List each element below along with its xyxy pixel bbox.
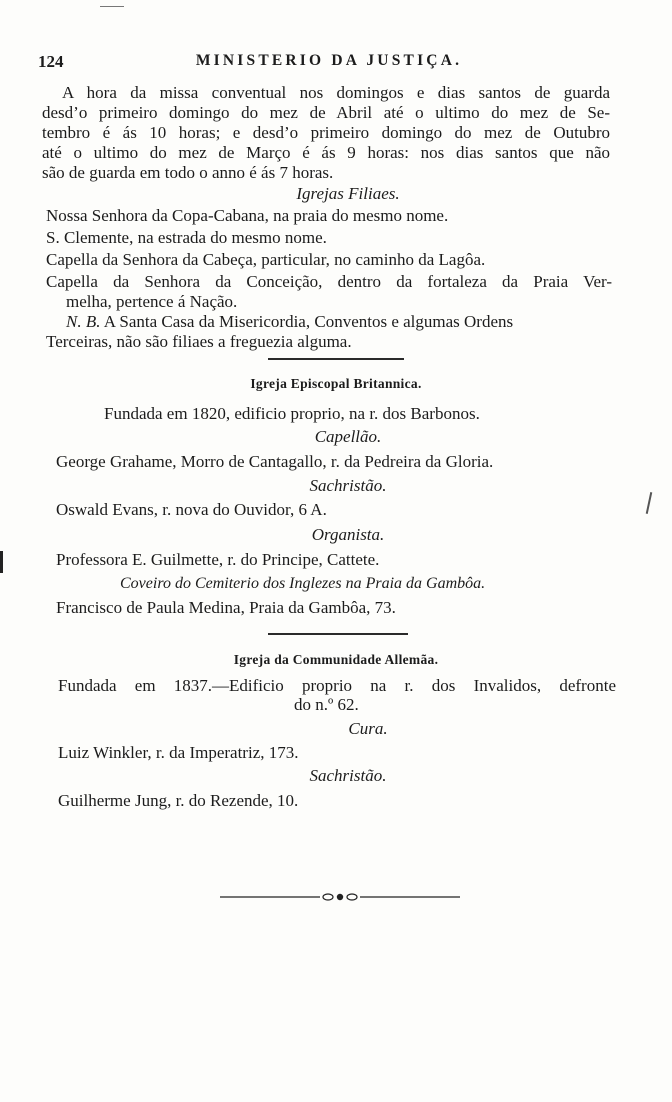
role-organista: Organista. [311, 525, 385, 544]
subheading-igrejas-filiaes: Igrejas Filiaes. [296, 184, 400, 203]
section-divider-2 [268, 633, 408, 635]
allema-founded-cont: do n.º 62. [294, 695, 359, 714]
person-sachristao: Oswald Evans, r. nova do Ouvidor, 6 A. [56, 500, 327, 519]
nb-text: A Santa Casa da Misericordia, Conventos e algumas Ordens [100, 312, 514, 331]
person-organista: Professora E. Guilmette, r. do Principe, Cattete. [56, 550, 380, 569]
person-coveiro: Francisco de Paula Medina, Praia da Gambôa, 73. [56, 598, 396, 617]
role-sachristao: Sachristão. [309, 476, 387, 495]
running-title: MINISTERIO DA JUSTIÇA. [195, 52, 463, 69]
role-capellao: Capellão. [314, 427, 382, 446]
intro-line-5: são de guarda em todo o anno é ás 7 horas. [42, 163, 334, 182]
top-ink-mark [100, 6, 124, 7]
heading-igreja-allema: Igreja da Communidade Allemãa. [233, 652, 439, 667]
person-sachristao-allema: Guilherme Jung, r. do Rezende, 10. [58, 791, 299, 810]
intro-line-3: tembro é ás 10 horas; e desd’o primeiro domingo do mez de Outubro [42, 123, 610, 142]
britannica-founded: Fundada em 1820, edificio proprio, na r. dos Barbonos. [104, 404, 480, 423]
filiae-4-cont: melha, pertence á Nação. [66, 292, 238, 311]
intro-line-1: A hora da missa conventual nos domingos e dias santos de guarda [62, 83, 610, 102]
allema-founded: Fundada em 1837.—Edificio proprio na r. dos Invalidos, defronte [58, 676, 616, 695]
role-sachristao-allema: Sachristão. [309, 766, 387, 785]
page-number: 124 [38, 52, 64, 71]
filiae-2: S. Clemente, na estrada do mesmo nome. [46, 228, 327, 247]
page-header [38, 52, 620, 74]
filiae-3: Capella da Senhora da Cabeça, particular, no caminho da Lagôa. [46, 250, 486, 269]
nb-label: N. B. [66, 312, 101, 331]
left-edge-mark [0, 551, 3, 573]
filiae-4: Capella da Senhora da Conceição, dentro da fortaleza da Praia Ver- [46, 272, 612, 291]
ornamental-end-rule [220, 892, 460, 902]
nb-note [66, 312, 513, 332]
role-coveiro: Coveiro do Cemiterio dos Inglezes na Praia da Gambôa. [120, 575, 486, 592]
heading-igreja-britannica: Igreja Episcopal Britannica. [250, 376, 422, 391]
filiae-1: Nossa Senhora da Copa-Cabana, na praia do mesmo nome. [46, 206, 449, 225]
person-capellao: George Grahame, Morro de Cantagallo, r. da Pedreira da Gloria. [56, 452, 494, 471]
intro-line-2: desd’o primeiro domingo do mez de Abril até o ultimo do mez de Se- [42, 103, 610, 122]
section-divider-1 [268, 358, 404, 360]
nb-note-line-2: Terceiras, não são filiaes a freguezia alguma. [46, 332, 352, 351]
person-cura: Luiz Winkler, r. da Imperatriz, 173. [58, 743, 299, 762]
role-cura: Cura. [348, 719, 388, 738]
intro-line-4: até o ultimo do mez de Março é ás 9 horas: nos dias santos que não [42, 143, 610, 162]
